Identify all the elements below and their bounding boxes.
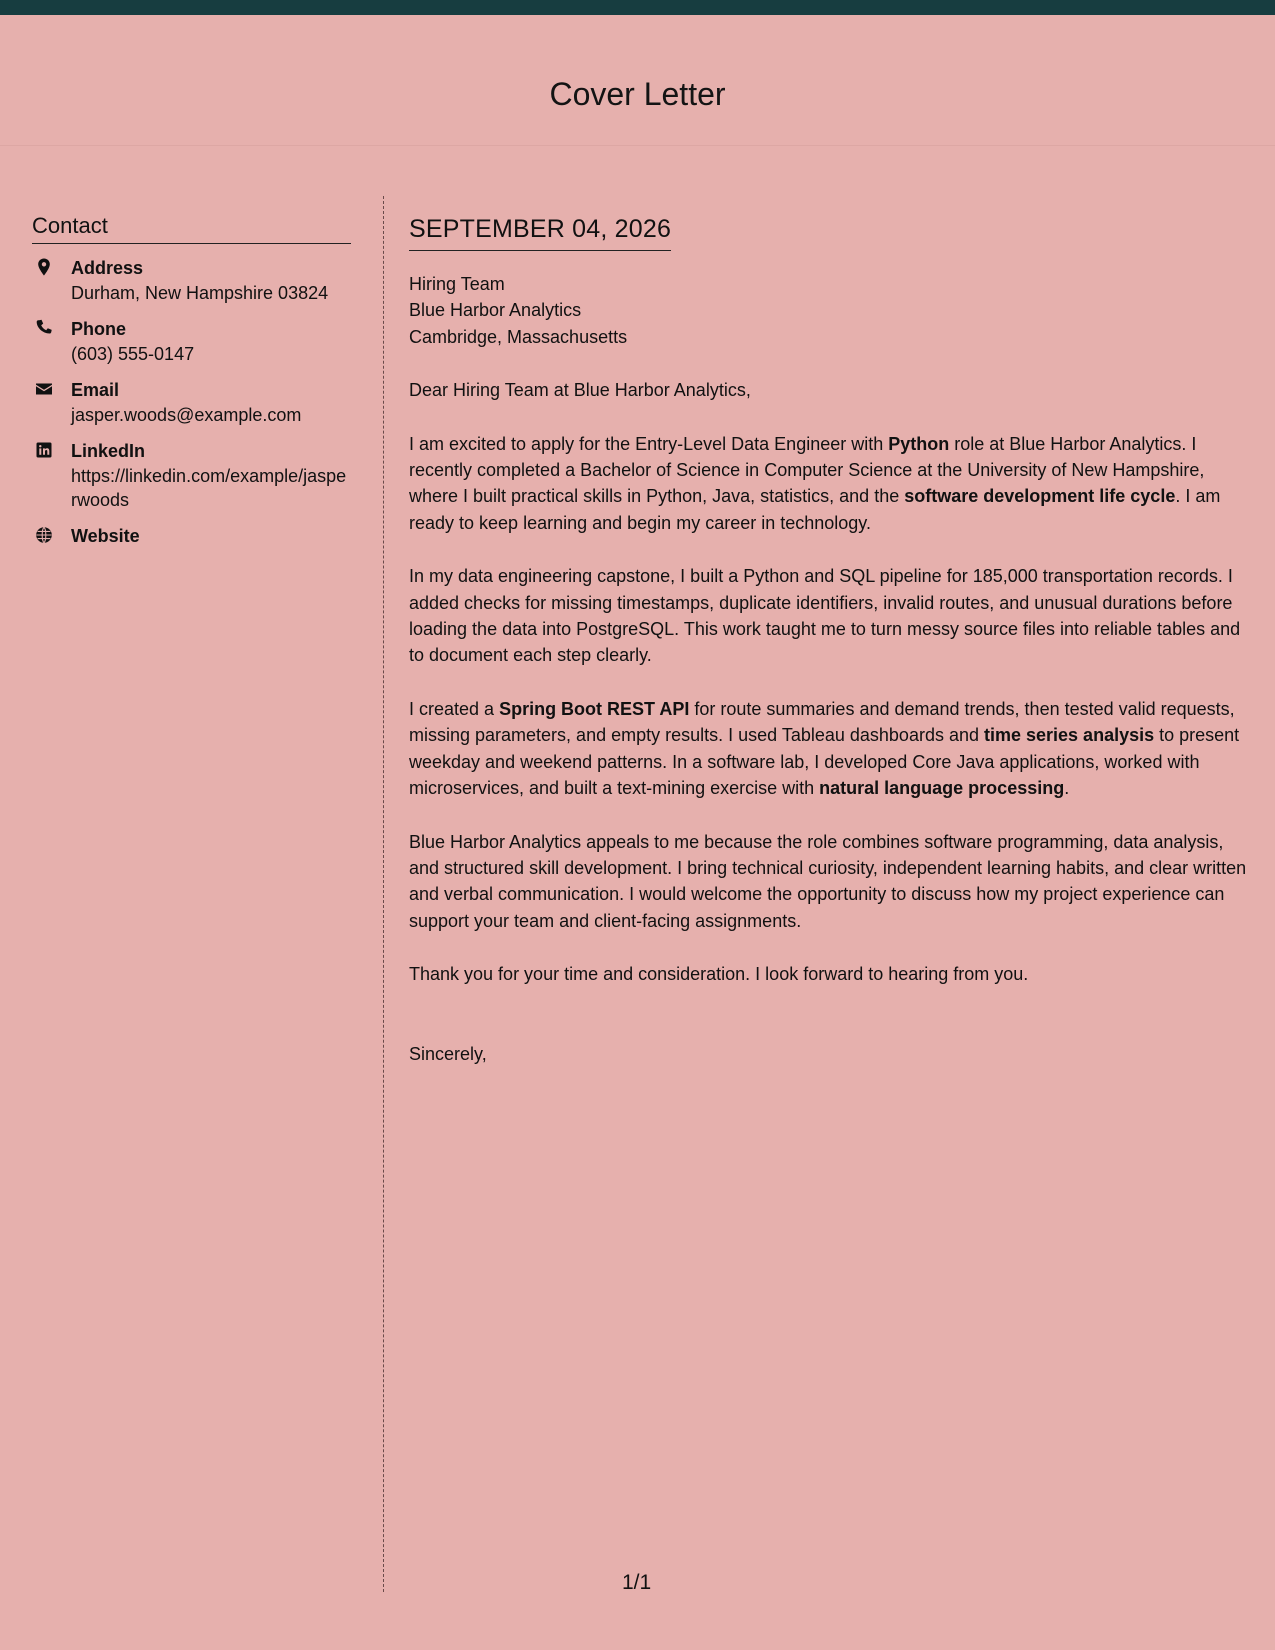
page-title: Cover Letter: [549, 76, 726, 112]
letter-date: SEPTEMBER 04, 2026: [409, 217, 671, 251]
contact-heading: Contact: [32, 215, 351, 244]
letter-body: [409, 212, 1247, 1067]
contact-website: [32, 524, 351, 549]
contact-email: [32, 378, 351, 427]
contact-address: [32, 256, 351, 305]
paragraph-text: for route summaries and demand trends, then tested valid requests, missing parameters, and empty results. I used Tableau dashboards and: [409, 698, 1235, 746]
contact-linkedin: [32, 439, 351, 512]
paragraph-text: Blue Harbor Analytics appeals to me because the role combines software programming, data analysis, and structured skill development. I bring technical curiosity, independent learning habits, and clear written and verbal communication. I would welcome the opportunity to discuss how my project experience can support your team and client-facing assignments.: [409, 831, 1247, 931]
address-value: Durham, New Hampshire 03824: [71, 283, 329, 303]
letter-paragraph: [409, 431, 1247, 537]
contact-sidebar: [32, 210, 351, 561]
linkedin-label: LinkedIn: [71, 441, 146, 461]
linkedin-value[interactable]: https://linkedin.com/example/jasperwoods: [71, 466, 347, 510]
address-label: Address: [71, 258, 144, 278]
map-marker-icon: [34, 257, 54, 277]
letter-paragraph: [409, 563, 1247, 669]
paragraph-text: Thank you for your time and consideration. I look forward to hearing from you.: [409, 964, 1029, 985]
paragraph-text: .: [1064, 778, 1070, 799]
envelope-icon: [34, 379, 54, 399]
recipient-block: [409, 271, 1247, 350]
paragraph-text: I created a: [409, 698, 500, 719]
closing: Sincerely,: [409, 1043, 487, 1064]
paragraph-text: to present weekday and weekend patterns. In a software lab, I developed Core Java applications, worked with microservices, and built a text-mining exercise with: [409, 725, 1240, 799]
recipient-line: Blue Harbor Analytics: [409, 300, 582, 321]
paragraph-text: . I am ready to keep learning and begin my career in technology.: [409, 486, 1221, 533]
recipient-line: Hiring Team: [409, 274, 505, 294]
email-label: Email: [71, 380, 120, 400]
top-accent-bar: [0, 0, 1275, 15]
letter-paragraph: [409, 961, 1247, 987]
letter-paragraphs: [409, 431, 1247, 988]
emphasis-text: time series analysis: [984, 725, 1155, 746]
page-number: 1/1: [622, 1571, 652, 1594]
column-divider: [383, 196, 384, 1592]
recipient-line: Cambridge, Massachusetts: [409, 326, 628, 347]
emphasis-text: natural language processing: [819, 778, 1065, 799]
letter-paragraph: [409, 829, 1247, 935]
linkedin-icon: [34, 440, 54, 460]
letter-paragraph: [409, 696, 1247, 802]
phone-icon: [34, 318, 54, 338]
email-value[interactable]: jasper.woods@example.com: [71, 405, 302, 425]
website-label: Website: [71, 526, 140, 546]
phone-value[interactable]: (603) 555-0147: [71, 344, 195, 364]
phone-label: Phone: [71, 319, 127, 339]
globe-icon: [34, 525, 54, 545]
emphasis-text: Python: [888, 433, 950, 454]
contact-phone: [32, 317, 351, 366]
paragraph-text: role at Blue Harbor Analytics. I recently completed a Bachelor of Science in Computer Science at the University of New Hampshire, where I built practical skills in Python, Java, statistics, and the: [409, 433, 1205, 507]
paragraph-text: In my data engineering capstone, I built a Python and SQL pipeline for 185,000 transportation records. I added checks for missing timestamps, duplicate identifiers, invalid routes, and unusual durations before loading the data into PostgreSQL. This work taught me to turn messy source files into reliable tables and to document each step clearly.: [409, 566, 1241, 666]
paragraph-text: I am excited to apply for the Entry-Level Data Engineer with: [409, 433, 889, 454]
emphasis-text: software development life cycle: [904, 486, 1176, 507]
salutation: Dear Hiring Team at Blue Harbor Analytics,: [409, 380, 751, 401]
emphasis-text: Spring Boot REST API: [499, 698, 690, 719]
